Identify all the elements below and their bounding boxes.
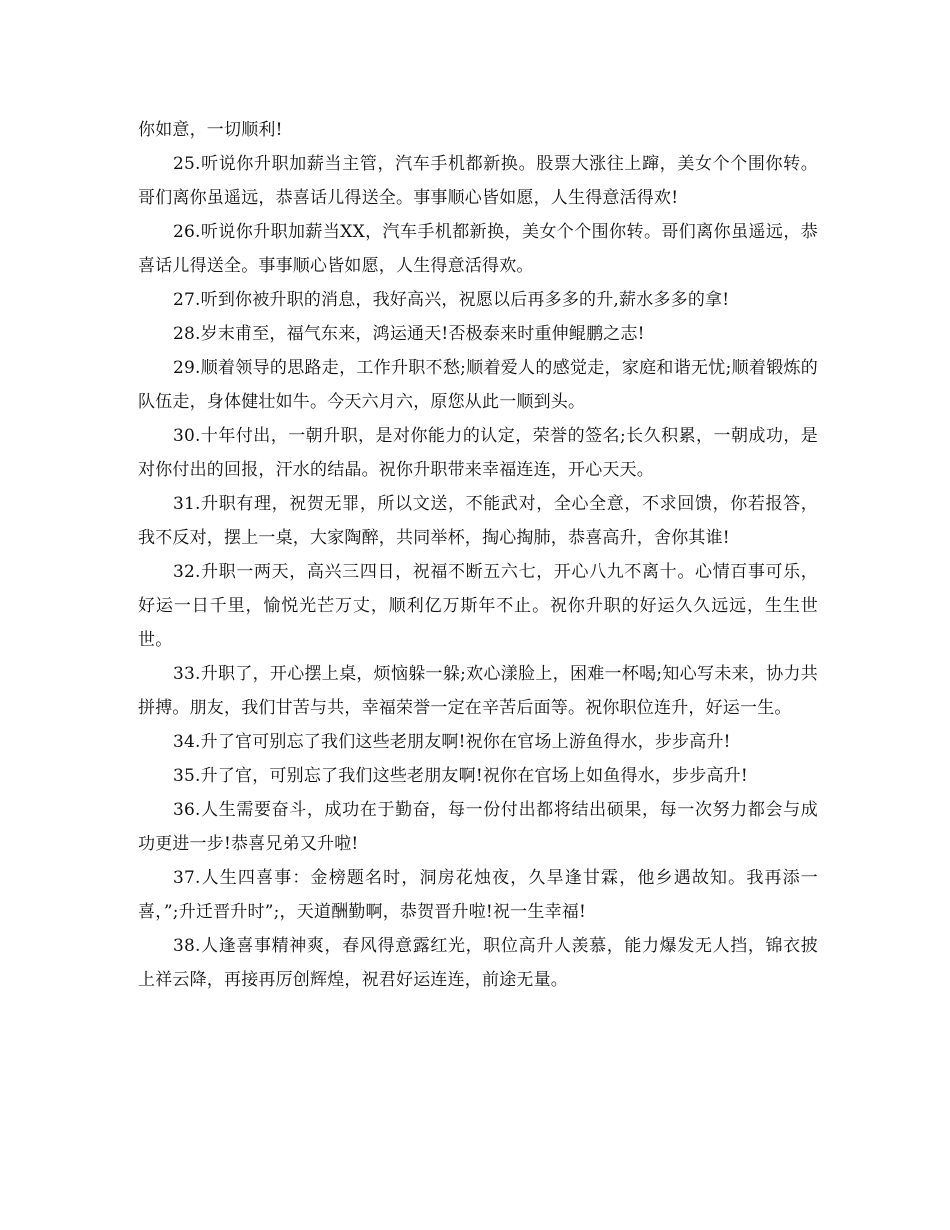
paragraph-item-31: 31.升职有理，祝贺无罪，所以文送，不能武对，全心全意，不求回馈，你若报答，我不反对，摆上一桌，大家陶醉，共同举杯，掏心掏肺，恭喜高升，舍你其谁! <box>138 494 818 548</box>
document-body <box>138 113 818 997</box>
paragraph-item-27: 27.听到你被升职的消息，我好高兴，祝愿以后再多多的升,薪水多多的拿! <box>173 290 730 310</box>
paragraph-item-26: 26.听说你升职加薪当XX，汽车手机都新换，美女个个围你转。哥们离你虽遥远，恭喜话儿得送全。事事顺心皆如愿，人生得意活得欢。 <box>138 222 818 276</box>
paragraph-item-30: 30.十年付出，一朝升职，是对你能力的认定，荣誉的签名;长久积累，一朝成功，是对你付出的回报，汗水的结晶。祝你升职带来幸福连连，开心天天。 <box>138 426 818 480</box>
paragraph-item-25: 25.听说你升职加薪当主管，汽车手机都新换。股票大涨往上蹿，美女个个围你转。哥们离你虽遥远，恭喜话儿得送全。事事顺心皆如愿，人生得意活得欢! <box>138 154 818 208</box>
paragraph-item-28: 28.岁末甫至，福气东来，鸿运通天!否极泰来时重伸鲲鹏之志! <box>173 324 645 344</box>
paragraph-item-34: 34.升了官可别忘了我们这些老朋友啊!祝你在官场上游鱼得水，步步高升! <box>173 732 731 752</box>
paragraph-item-29: 29.顺着领导的思路走，工作升职不愁;顺着爱人的感觉走，家庭和谐无忧;顺着锻炼的队伍走，身体健壮如牛。今天六月六，原您从此一顺到头。 <box>138 358 818 412</box>
paragraph-item-37: 37.人生四喜事：金榜题名时，洞房花烛夜，久旱逢甘霖，他乡遇故知。我再添一喜，”;升迁晋升时”;，天道酬勤啊，恭贺晋升啦!祝一生幸福! <box>138 868 818 922</box>
paragraph-item-35: 35.升了官，可别忘了我们这些老朋友啊!祝你在官场上如鱼得水，步步高升! <box>173 766 748 786</box>
paragraph-item-32: 32.升职一两天，高兴三四日，祝福不断五六七，开心八九不离十。心情百事可乐，好运一日千里，愉悦光芒万丈，顺利亿万斯年不止。祝你升职的好运久久远远，生生世世。 <box>138 562 818 650</box>
paragraph-item-36: 36.人生需要奋斗，成功在于勤奋，每一份付出都将结出硕果，每一次努力都会与成功更进一步!恭喜兄弟又升啦! <box>138 800 818 854</box>
paragraph-item-33: 33.升职了，开心摆上桌，烦恼躲一躲;欢心漾脸上，困难一杯喝;知心写未来，协力共拼搏。朋友，我们甘苦与共，幸福荣誉一定在辛苦后面等。祝你职位连升，好运一生。 <box>138 664 818 718</box>
paragraph-continuation: 你如意，一切顺利! <box>138 120 283 140</box>
paragraph-item-38: 38.人逢喜事精神爽，春风得意露红光，职位高升人羡慕，能力爆发无人挡，锦衣披上祥云降，再接再厉创辉煌，祝君好运连连，前途无量。 <box>138 936 818 990</box>
